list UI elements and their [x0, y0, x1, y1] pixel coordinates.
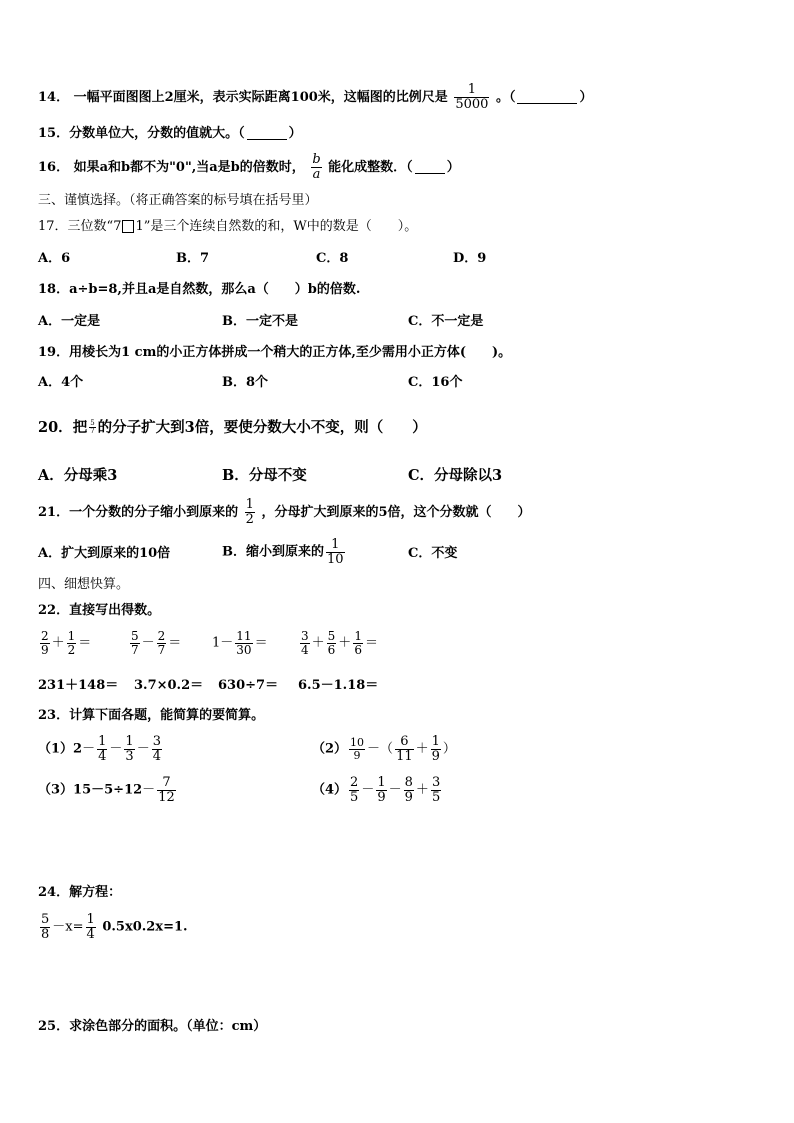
mental-math-5: 231＋148＝	[38, 678, 119, 693]
q21-option-a[interactable]: A．扩大到原来的10倍	[38, 546, 171, 561]
calc-problem-4: （4） $\frac{2}{5}$ － $\frac{1}{9}$ － $\frac{8}{9}$ ＋ $\frac{3}{5}$	[312, 775, 441, 805]
mental-math-4: $\frac{3}{4}$ ＋ $\frac{5}{6}$ ＋ $\frac{1}{6}$ ＝	[301, 629, 378, 657]
section-heading-3: 三、谨慎选择。（将正确答案的标号填在括号里）	[38, 193, 318, 208]
answer-blank[interactable]	[517, 90, 577, 104]
question-25: 25．求涂色部分的面积。（单位：cm）	[38, 1019, 267, 1034]
q19-option-c[interactable]: C．16个	[408, 375, 463, 390]
question-20: 20．把 $\frac{5}{7}$ 的分子扩大到3倍，要使分数大小不变，则（ ）	[38, 418, 427, 436]
mental-math-1: $\frac{2}{9}$ ＋ $\frac{1}{2}$ ＝	[41, 629, 92, 657]
section-heading-4: 四、细想快算。	[38, 577, 130, 592]
mental-math-2: $\frac{5}{7}$ － $\frac{2}{7}$ ＝	[131, 629, 182, 657]
q19-option-a[interactable]: A．4个	[38, 375, 84, 390]
q20-fraction: $\frac{5}{7}$	[90, 419, 95, 436]
q21-option-b-fraction: $\frac{1}{10}$	[327, 537, 344, 567]
q21-fraction: $\frac{1}{2}$	[245, 497, 254, 527]
calc-problem-2: （2） $\frac{10}{9}$ －（ $\frac{6}{11}$ ＋ $\frac{1}{9}$ ）	[312, 734, 456, 764]
q14-fraction: $\frac{1}{5000}$	[455, 82, 489, 112]
q14-text: 一幅平面图图上2厘米，表示实际距离100米，这幅图的比例尺是	[73, 89, 448, 105]
equations: $\frac{5}{8}$ －x= $\frac{1}{4}$ 0.5x0.2x=1.	[41, 912, 188, 942]
mental-math-6: 3.7×0.2＝	[134, 678, 204, 693]
q20-option-c[interactable]: C．分母除以3	[408, 467, 503, 484]
q18-option-c[interactable]: C．不一定是	[408, 314, 484, 329]
question-19: 19．用棱长为1 cm的小正方体拼成一个稍大的正方体,至少需用小正方体( )。	[38, 345, 512, 360]
question-14: 14． 一幅平面图图上2厘米，表示实际距离100米，这幅图的比例尺是 $\frac{1}{5000}$ 。（ ）	[38, 82, 593, 112]
question-18: 18．a÷b=8,并且a是自然数，那么a（ ）b的倍数.	[38, 282, 361, 297]
question-15: 15．分数单位大，分数的值就大。（ ）	[38, 125, 302, 141]
calc-problem-3: （3）15－5÷12－ $\frac{7}{12}$	[38, 775, 175, 805]
question-24: 24．解方程：	[38, 885, 122, 900]
answer-blank[interactable]	[415, 160, 445, 174]
q17-option-b[interactable]: B．7	[176, 251, 210, 266]
q17-option-a[interactable]: A．6	[38, 251, 71, 266]
q18-option-a[interactable]: A．一定是	[38, 314, 101, 329]
q20-option-a[interactable]: A．分母乘3	[38, 467, 118, 484]
question-16: 16． 如果a和b都不为"0",当a是b的倍数时， $\frac{b}{a}$ 能化成整数．（ ）	[38, 152, 460, 182]
mental-math-7: 630÷7＝	[218, 678, 279, 693]
q18-option-b[interactable]: B．一定不是	[222, 314, 298, 329]
question-22: 22．直接写出得数。	[38, 603, 161, 618]
q19-option-b[interactable]: B．8个	[222, 375, 269, 390]
calc-problem-1: （1）2－ $\frac{1}{4}$ － $\frac{1}{3}$ － $\frac{3}{4}$	[38, 734, 161, 764]
mental-math-3: 1－ $\frac{11}{30}$ ＝	[212, 629, 268, 657]
question-21: 21．一个分数的分子缩小到原来的 $\frac{1}{2}$ ，分母扩大到原来的5倍，这个分数就（ ）	[38, 497, 531, 527]
q17-option-c[interactable]: C．8	[316, 251, 349, 266]
q17-option-d[interactable]: D．9	[453, 251, 487, 266]
q21-option-c[interactable]: C．不变	[408, 546, 458, 561]
question-23: 23．计算下面各题，能简算的要简算。	[38, 708, 265, 723]
q21-option-b[interactable]: B．缩小到原来的 $\frac{1}{10}$	[222, 537, 344, 567]
question-17: 17．三位数“7 1”是三个连续自然数的和，W中的数是（ ）。	[38, 219, 418, 234]
answer-blank[interactable]	[247, 126, 287, 140]
digit-box	[122, 220, 134, 233]
q20-option-b[interactable]: B．分母不变	[222, 467, 307, 484]
mental-math-8: 6.5－1.18＝	[298, 678, 379, 693]
q14-number: 14．	[38, 89, 70, 105]
q16-fraction: $\frac{b}{a}$	[312, 152, 321, 182]
